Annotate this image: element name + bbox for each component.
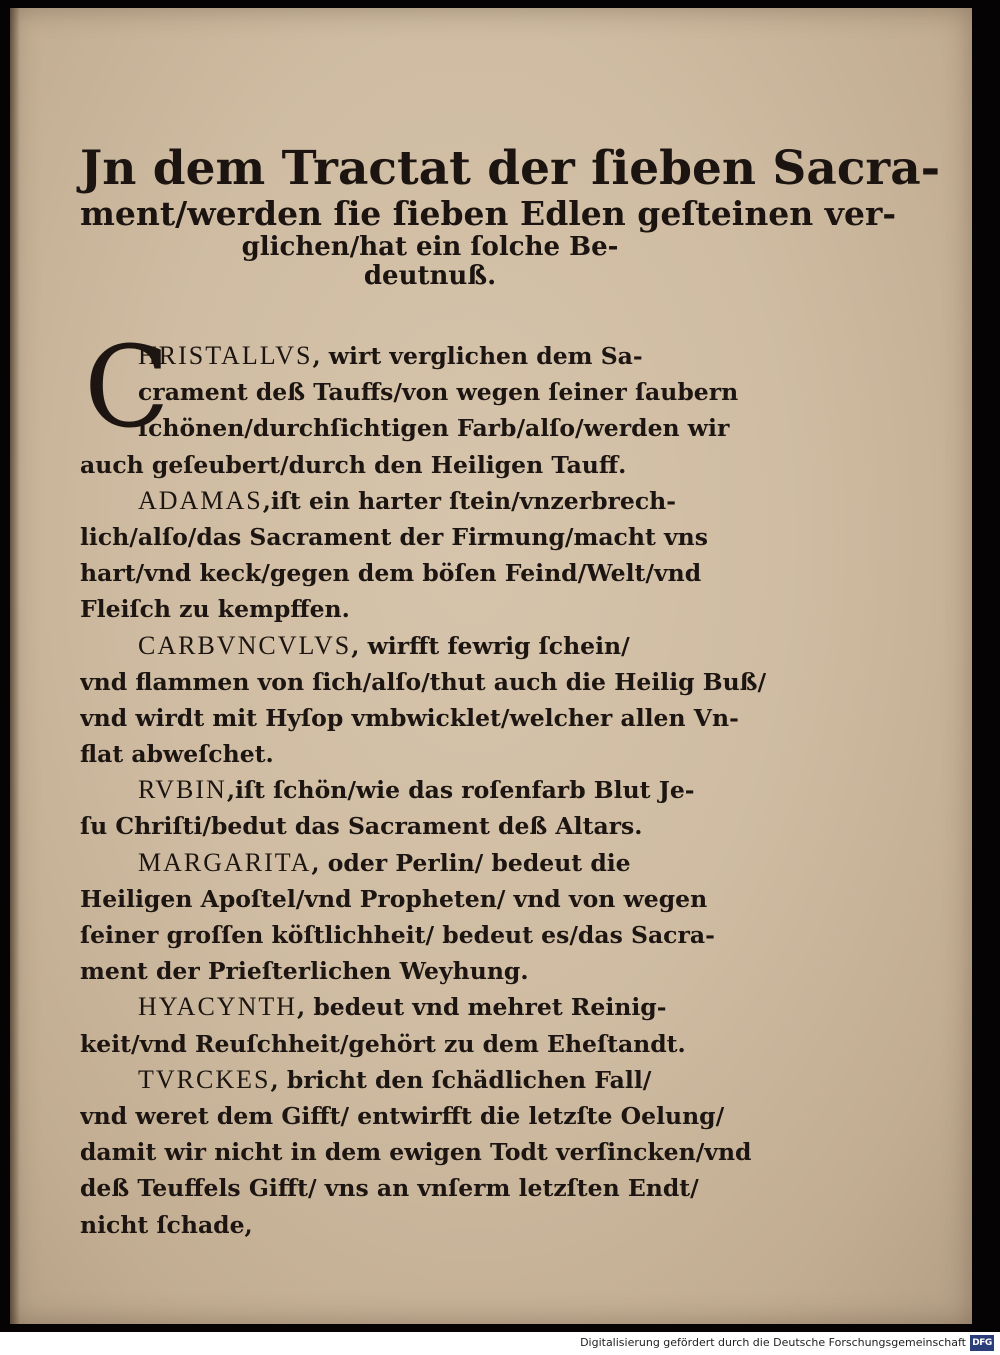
text-line: crament deß Tauffs/von wegen ſeiner ſaubern <box>138 378 739 407</box>
paragraph-carbunculus <box>80 628 770 773</box>
gem-name: HYACYNTH <box>138 992 297 1022</box>
text-line: HYACYNTH, bedeut vnd mehret Reinig- <box>138 992 667 1022</box>
text-line: RVBIN,iſt ſchön/wie das roſenfarb Blut Je- <box>138 775 695 805</box>
gem-name: CARBVNCVLVS <box>138 630 352 660</box>
gem-name: MARGARITA <box>138 847 312 877</box>
text-line: MARGARITA, oder Perlin/ bedeut die <box>138 847 631 877</box>
text-line: ment der Prieſterlichen Weyhung. <box>80 957 529 986</box>
text-line: lich/alſo/das Sacrament der Firmung/macht vns <box>80 522 708 551</box>
funding-footer <box>0 1332 1000 1355</box>
gem-name: HRISTALLVS <box>138 341 313 370</box>
title-line: glichen/hat ein ſolche Be- <box>241 231 619 262</box>
text-line: vnd weret dem Gifft/ entwirfft die letzſte Oelung/ <box>80 1101 725 1130</box>
text-line: Heiligen Apoſtel/vnd Propheten/ vnd von wegen <box>80 884 708 913</box>
text-line: flat abweſchet. <box>80 740 274 769</box>
drop-cap: C <box>84 323 170 453</box>
paragraph-rubin <box>80 772 770 844</box>
page-title <box>80 141 941 291</box>
text-line: HRISTALLVS, wirt verglichen dem Sa- <box>138 341 643 370</box>
book-page <box>10 8 972 1324</box>
text-line: keit/vnd Reuſchheit/gehört zu dem Eheſtandt. <box>80 1029 686 1058</box>
gem-name: RVBIN <box>138 775 227 805</box>
paragraph-margarita <box>80 845 770 990</box>
text-line: vnd flammen von ſich/alſo/thut auch die Heilig Buß/ <box>80 667 767 696</box>
text-line: Fleiſch zu kempffen. <box>80 595 350 624</box>
paragraph-turckes <box>80 1062 770 1243</box>
text-line: TVRCKES, bricht den ſchädlichen Fall/ <box>138 1064 652 1094</box>
text-line: deß Teuffels Gifft/ vns an vnſerm letzſten Endt/ <box>80 1174 699 1203</box>
paragraph-adamas <box>80 483 770 628</box>
text-line: ſeiner groſſen köſtlichheit/ bedeut es/das Sacra- <box>80 921 715 949</box>
paragraph-hyacynth <box>80 989 770 1061</box>
page-body <box>80 323 770 1243</box>
gem-name: ADAMAS <box>138 485 263 515</box>
text-line: ADAMAS,iſt ein harter ſtein/vnzerbrech- <box>138 485 676 515</box>
text-line: ſu Chriſti/bedut das Sacrament deß Altars. <box>80 812 643 841</box>
title-line: Jn dem Tractat der ſieben Sacra- <box>80 141 941 196</box>
text-line: hart/vnd keck/gegen dem böſen Feind/Welt/vnd <box>80 559 702 588</box>
text-line: ſchönen/durchſichtigen Farb/alſo/werden wir <box>138 414 730 443</box>
paragraph-christallus <box>80 323 770 483</box>
text-line: vnd wirdt mit Hyſop vmbwicklet/welcher allen Vn- <box>80 703 739 732</box>
title-line: deutnuß. <box>363 260 497 291</box>
text-line: CARBVNCVLVS, wirfft fewrig ſchein/ <box>138 630 630 660</box>
gem-name: TVRCKES <box>138 1064 271 1094</box>
text-line: damit wir nicht in dem ewigen Todt verſincken/vnd <box>80 1138 752 1167</box>
text-line: auch geſeubert/durch den Heiligen Tauff. <box>80 450 627 479</box>
text-line: nicht ſchade, <box>80 1210 253 1239</box>
funding-credit: Digitalisierung gefördert durch die Deutsche Forschungsgemeinschaft <box>580 1336 966 1349</box>
title-line: ment/werden ſie ſieben Edlen geſteinen ver- <box>80 193 897 233</box>
dfg-logo-icon: DFG <box>970 1335 994 1351</box>
